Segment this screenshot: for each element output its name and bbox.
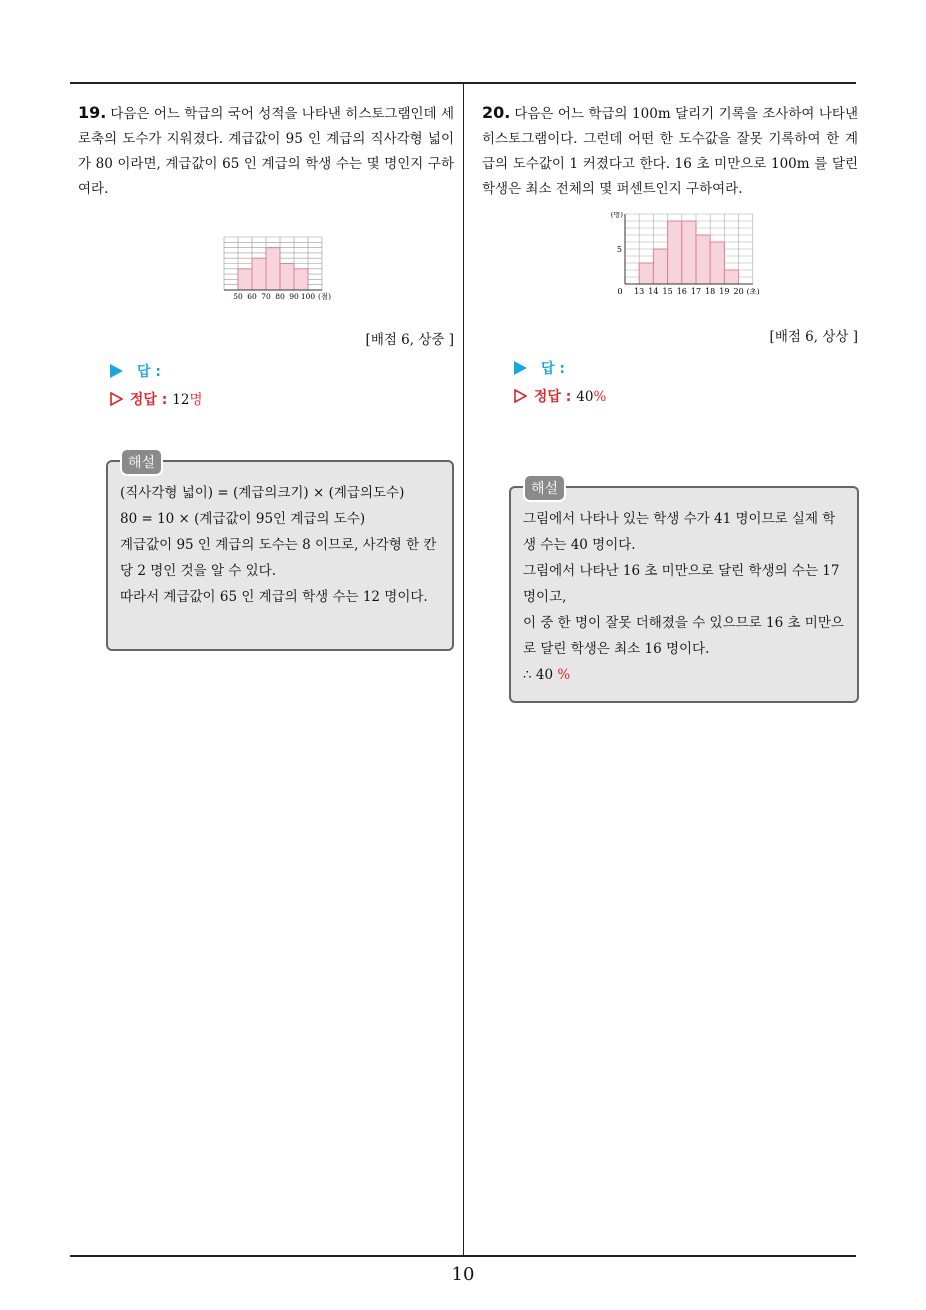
x-tick-label: 17 <box>690 287 702 296</box>
histogram-bar <box>294 269 308 290</box>
x-tick-label: 80 <box>275 292 285 301</box>
x-tick-label: 50 <box>233 292 243 301</box>
correct-unit: 명 <box>189 392 203 408</box>
histogram-19 <box>78 220 454 320</box>
answer-row <box>482 359 858 379</box>
solution-line: 그림에서 나타나 있는 학생 수가 41 명이므로 실제 학생 수는 40 명이다. <box>523 511 836 553</box>
outline-triangle-icon <box>514 389 527 403</box>
histogram-bar <box>696 235 710 284</box>
column-divider <box>463 84 464 1256</box>
histogram-bar <box>252 258 266 290</box>
solution-final-unit: % <box>557 667 571 683</box>
x-tick-label: 14 <box>648 287 659 296</box>
answer-label: 답 : <box>137 364 161 380</box>
histogram-bar <box>653 249 667 284</box>
histogram-bar <box>724 270 738 284</box>
x-axis-unit: (초) <box>746 287 760 296</box>
y-axis-unit: (명) <box>610 212 623 219</box>
histogram-bar <box>682 221 696 284</box>
solution-line: (직사각형 넓이) = (계급의크기) × (계급의도수) <box>120 485 405 501</box>
x-tick-label: 18 <box>705 287 716 296</box>
y-tick-label: 0 <box>617 287 623 296</box>
bottom-rule <box>70 1255 856 1257</box>
solution-tag: 해설 <box>120 448 163 476</box>
solution-body <box>108 462 452 624</box>
outline-triangle-icon <box>110 392 123 406</box>
play-triangle-icon <box>514 361 527 375</box>
correct-value: 12 <box>172 392 190 408</box>
solution-line: 그림에서 나타난 16 초 미만으로 달린 학생의 수는 17 명이고, <box>523 563 840 605</box>
x-tick-label: 16 <box>676 287 687 296</box>
solution-box-19 <box>106 455 454 651</box>
solution-line: 계급값이 95 인 계급의 도수는 8 이므로, 사각형 한 칸당 2 명인 것을 알 수 있다. <box>120 537 437 579</box>
x-tick-label: 70 <box>261 292 271 301</box>
correct-answer-row <box>78 390 454 410</box>
x-tick-label: 15 <box>662 287 673 296</box>
answer-label: 답 : <box>541 361 565 377</box>
question-19 <box>78 100 454 410</box>
question-number: 20. <box>482 103 511 122</box>
solution-line: 이 중 한 명이 잘못 더해졌을 수 있으므로 16 초 미만으로 달린 학생은 최소 16 명이다. <box>523 615 844 657</box>
correct-label: 정답 : <box>533 389 572 405</box>
x-tick-label: 100 <box>300 292 316 301</box>
histogram-20 <box>482 212 858 307</box>
question-number: 19. <box>78 103 107 122</box>
solution-line: 따라서 계급값이 65 인 계급의 학생 수는 12 명이다. <box>120 589 428 605</box>
answer-row <box>78 362 454 382</box>
solution-final <box>523 662 845 688</box>
histogram-bar <box>639 263 653 284</box>
question-text <box>78 100 454 202</box>
page-number: 10 <box>451 1264 475 1285</box>
x-axis-unit: (점) <box>318 292 332 301</box>
solution-tag: 해설 <box>523 474 566 502</box>
x-tick-label: 20 <box>733 287 744 296</box>
solution-line: 80 = 10 × (계급값이 95인 계급의 도수) <box>120 511 366 527</box>
histogram-bar <box>710 242 724 284</box>
histogram-bar <box>266 248 280 290</box>
correct-answer-row <box>482 387 858 407</box>
question-body: 다음은 어느 학급의 100m 달리기 기록을 조사하여 나타낸 히스토그램이다. 그런데 어떤 한 도수값을 잘못 기록하여 한 계급의 도수값이 1 커졌다고 한다. 16 초 미만으로 100m 를 달린 학생은 최소 전체의 몇 퍼센트인지 구하여라. <box>482 106 858 197</box>
play-triangle-icon <box>110 364 123 378</box>
correct-unit: % <box>593 389 607 405</box>
correct-label: 정답 : <box>129 392 168 408</box>
x-tick-label: 90 <box>289 292 299 301</box>
x-tick-label: 13 <box>634 287 645 296</box>
histogram-bar <box>668 221 682 284</box>
x-tick-label: 19 <box>719 287 730 296</box>
histogram-bar <box>280 264 294 291</box>
histogram-bar <box>238 269 252 290</box>
question-20 <box>482 100 858 407</box>
solution-box-20 <box>509 481 859 703</box>
x-tick-label: 60 <box>247 292 257 301</box>
question-body: 다음은 어느 학급의 국어 성적을 나타낸 히스토그램인데 세로축의 도수가 지워졌다. 계급값이 95 인 계급의 직사각형 넓이가 80 이라면, 계급값이 65 인 계급의 학생 수는 몇 명인지 구하여라. <box>78 106 454 197</box>
solution-body <box>511 488 857 702</box>
question-text <box>482 100 858 202</box>
points-difficulty: [배점 6, 상중 ] <box>365 332 454 348</box>
solution-final-value: ∴ 40 <box>523 667 554 683</box>
points-difficulty: [배점 6, 상상 ] <box>769 329 858 345</box>
correct-value: 40 <box>576 389 594 405</box>
y-tick-label: 5 <box>616 245 622 254</box>
